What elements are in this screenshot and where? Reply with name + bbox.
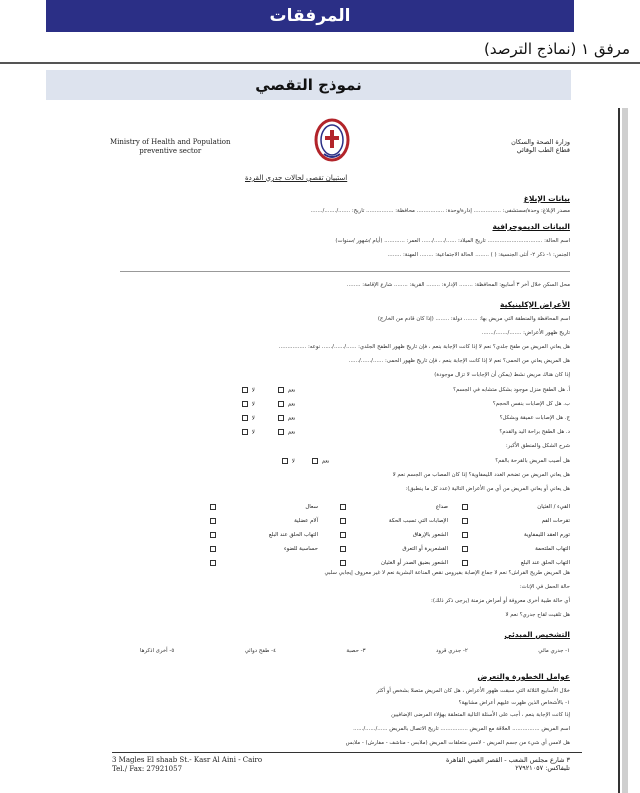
symptom-label: آلام عضلية	[294, 518, 318, 524]
symptom-label: سعال	[305, 504, 318, 510]
row-pregnancy: حالة الحمل في الإناث:	[519, 584, 570, 590]
scanned-form-page	[90, 108, 620, 793]
symptom-checkbox[interactable]	[210, 518, 216, 524]
ministry-header-en	[110, 138, 231, 156]
symptom-label: صداع	[435, 504, 448, 510]
row-name: اسم الحالة: ................................ تاريخ الميلاد: ....../....../...... العمر: ............ (أيام /شهور /سنوات)	[335, 238, 570, 244]
row-gender: الجنس: ١- ذكر ٢- أنثى الجنسية: ( ) ........ الحالة الاجتماعية: ........ المهنة: ........	[387, 252, 570, 258]
symptom-item	[338, 542, 448, 556]
symptom-item	[208, 542, 318, 556]
row-onset: تاريخ ظهور الأعراض: ......./......./.......	[481, 330, 570, 336]
symptom-item	[208, 556, 318, 570]
symptom-label: تقرحات الفم	[541, 518, 570, 524]
footer-divider	[112, 752, 582, 753]
mouth-ulcer-no-checkbox[interactable]	[282, 458, 288, 464]
symptom-checkbox[interactable]	[340, 546, 346, 552]
divider	[120, 271, 570, 272]
lesion-d-yes: نعم	[276, 429, 295, 436]
attachments-banner	[46, 0, 574, 32]
row-lymph-nodes: هل يعاني المريض من تضخم الغدد الليمفاوية؟ إذا كان المصاب من الجسم نعم لا	[392, 472, 570, 478]
ministry-name-ar: وزارة الصحة والسكان	[511, 138, 570, 146]
row-risk-2: ١- بالأشخاص الذين ظهرت عليهم أعراض مشابهة؟	[458, 700, 570, 706]
symptom-checkbox[interactable]	[210, 560, 216, 566]
form-title: استبيان تقصي لحالات جدري القردة	[245, 174, 348, 182]
symptom-checkbox[interactable]	[210, 532, 216, 538]
ministry-header-ar	[511, 138, 570, 155]
symptom-column-1	[338, 500, 448, 570]
symptom-column-3	[460, 500, 570, 570]
diagnosis-drug-rash[interactable]: ٤- طفح دوائي	[244, 648, 276, 654]
symptom-item	[338, 528, 448, 542]
symptom-checkbox[interactable]	[340, 518, 346, 524]
row-risk-4: اسم المريض ................ العلاقة مع المريض ................ تاريخ الاتصال بالمريض ....../....../......	[353, 726, 570, 732]
symptom-item	[460, 542, 570, 556]
symptom-checkbox[interactable]	[462, 518, 468, 524]
lesion-a-yes-checkbox[interactable]	[278, 387, 284, 393]
symptom-label: التهاب الملتحمة	[535, 546, 570, 552]
row-lesion-e: شرح الشكل والمنطق الأكبر:	[505, 443, 570, 449]
symptom-label: الشعور بضيق الصدر أو الغثيان	[380, 560, 448, 566]
lesion-d-yes-checkbox[interactable]	[278, 429, 284, 435]
symptom-item	[208, 500, 318, 514]
row-lesion-question: إذا كان هناك مريض نشط (يمكن أن الإجابات لا تزال موجودة)	[434, 372, 570, 378]
sector-name-ar: قطاع الطب الوقائي	[516, 146, 570, 155]
diagnosis-monkeypox[interactable]: ٢- جدري قرود	[435, 648, 468, 654]
footer-address-en: 3 Magles El shaab St.- Kasr Al Aini - Cairo	[112, 756, 263, 764]
row-lesion-b: ب. هل كل الإصابات بنفس الحجم؟	[492, 401, 570, 407]
sector-name-en: preventive sector	[139, 146, 202, 155]
section-diagnosis: التشخيص المبدئي	[504, 630, 570, 639]
diagnosis-chickenpox[interactable]: ١- جدري مائي	[538, 648, 570, 654]
symptom-label: تورم العقد الليمفاوية	[524, 532, 570, 538]
section-report: بيانات الإبلاغ	[523, 194, 570, 203]
symptom-item	[460, 514, 570, 528]
symptom-item	[338, 556, 448, 570]
diagnosis-other[interactable]: ٥- أخرى اذكرها	[140, 648, 175, 654]
row-address: محل السكن خلال آخر ٣ أسابيع: المحافظة: ........ الإدارة: ........ القرية: ........ شارع الإقامة: ........	[346, 282, 570, 288]
page-edge-shadow	[622, 108, 628, 793]
footer-en	[112, 756, 262, 774]
lesion-c-no-checkbox[interactable]	[242, 415, 248, 421]
symptom-checkbox[interactable]	[210, 504, 216, 510]
row-fever-question: هل المريض يعاني من الحمى؟ نعم لا إذا كانت الإجابة بنعم ، فإن تاريخ ظهور الحمى: ....../....../......	[348, 358, 570, 364]
lesion-c-yes-checkbox[interactable]	[278, 415, 284, 421]
lesion-a-yes: نعم	[276, 387, 295, 394]
lesion-b-no: لا	[240, 401, 255, 408]
lesion-d-no: لا	[240, 429, 255, 436]
symptom-label: التهاب الحلق عند البلع	[268, 532, 318, 538]
symptom-checkbox[interactable]	[340, 560, 346, 566]
row-lesion-c: ج. هل الإصابات عميقة وبشكل؟	[499, 415, 570, 421]
ministry-name-en: Ministry of Health and Population	[110, 138, 231, 146]
symptom-checkbox[interactable]	[210, 546, 216, 552]
row-chronic-conditions: أي حالة طبية أخرى معروفة أو أمراض مزمنة (يرجى ذكر ذلك):	[431, 598, 570, 604]
row-lesion-d: د. هل الطفح براحة اليد والقدم؟	[499, 429, 570, 435]
symptom-column-2	[208, 500, 318, 570]
row-symptoms-question: هل يعاني أو يعاني المريض من أي من الأعراض التالية (عدد كل ما ينطبق):	[405, 486, 570, 492]
row-risk-5: هل لامس أي شيء من جسم المريض - لامس متعلقات المريض (ملابس - مناشف - مفارش) - ملابس	[345, 740, 570, 746]
symptom-label: حساسية للضوء	[284, 546, 318, 552]
banner-title: المرفقات	[269, 6, 351, 26]
symptom-checkbox[interactable]	[340, 532, 346, 538]
footer-tel-en: Tel./ Fax: 27921057	[112, 765, 183, 774]
symptom-item	[208, 528, 318, 542]
diagnosis-measles[interactable]: ٣- حصبة	[346, 648, 366, 654]
row-rash-question: هل يعاني المريض من طفح جلدي؟ نعم لا إذا كانت الإجابة بنعم ، فإن تاريخ ظهور الطفح الجلدي: ....../....../...... نوعه: ................	[278, 344, 570, 350]
model-title-box	[46, 70, 571, 100]
symptom-item	[460, 500, 570, 514]
row-risk-1: خلال الأسابيع الثلاثة التي سبقت ظهور الأعراض ، هل كان المريض متصلا بشخص أو أكثر	[376, 688, 570, 694]
symptom-item	[460, 556, 570, 570]
section-risk: عوامل الخطورة والتعرض	[477, 672, 570, 681]
symptom-label: التهاب الحلق عند البلع	[520, 560, 570, 566]
lesion-b-yes: نعم	[276, 401, 295, 408]
section-clinical: الأعراض الإكلينيكية	[500, 300, 570, 309]
mouth-ulcer-yes-checkbox[interactable]	[312, 458, 318, 464]
symptom-checkbox[interactable]	[462, 532, 468, 538]
row-smallpox-vaccine: هل تلقيت لقاح جدري؟ نعم لا	[505, 612, 570, 618]
row-arrival: اسم المحافظة والمنطقة التي مريض بها: ........ دولة: ........ (إذا كان قادم من الخارج)	[377, 316, 570, 322]
symptom-label: القيء / الغثيان	[537, 504, 570, 510]
lesion-b-yes-checkbox[interactable]	[278, 401, 284, 407]
annex-divider	[0, 62, 640, 64]
row-lesion-a: أ. هل الطفح منزل موجود بشكل متشابه في الجسم؟	[453, 387, 570, 393]
ministry-logo-icon	[314, 118, 350, 162]
annex-heading: مرفق ١ (نماذج الترصد)	[484, 40, 630, 58]
symptom-label: الإصابات التي تسبب الحكة	[388, 518, 448, 524]
symptom-label: الشعور بالإرهاق	[412, 532, 448, 538]
footer-address-ar: ٣ شارع مجلس الشعب - القصر العيني القاهرة	[445, 756, 570, 764]
symptom-item	[208, 514, 318, 528]
model-title: نموذج التقصي	[255, 76, 362, 94]
row-risk-3: إذا كانت الإجابة بنعم ، أجب على الأسئلة التالية المتعلقة بهؤلاء المرضى الإضافيين	[391, 712, 570, 718]
mouth-ulcer-no: لا	[280, 458, 295, 465]
lesion-a-no-checkbox[interactable]	[242, 387, 248, 393]
symptom-checkbox[interactable]	[462, 560, 468, 566]
section-demographic: البيانات الديموجرافية	[492, 222, 570, 231]
lesion-c-yes: نعم	[276, 415, 295, 422]
symptom-item	[338, 514, 448, 528]
symptom-checkbox[interactable]	[462, 504, 468, 510]
footer-ar	[446, 756, 570, 773]
diagnosis-options	[140, 648, 570, 654]
symptom-label: القشعريرة أو التعرق	[402, 546, 448, 552]
symptom-item	[338, 500, 448, 514]
lesion-c-no: لا	[240, 415, 255, 422]
footer-tel-ar: تليفاكس: ٢٧٩٢١٠٥٧	[515, 764, 570, 773]
symptom-checkbox[interactable]	[340, 504, 346, 510]
symptom-item	[460, 528, 570, 542]
mouth-ulcer-yes: نعم	[310, 458, 329, 465]
row-mouth-ulcer: هل أصيب المريض بالقرحة بالفم؟	[495, 458, 570, 464]
row-report-source: مصدر الإبلاغ: وحدة/مستشفى: ................ إدارة/وحدة: ................ محافظة: ................ تاريخ: ......./......./.......	[310, 208, 570, 214]
lesion-b-no-checkbox[interactable]	[242, 401, 248, 407]
lesion-d-no-checkbox[interactable]	[242, 429, 248, 435]
lesion-a-no: لا	[240, 387, 255, 394]
row-bedridden-hiv: هل المريض طريح الفراش؟ نعم لا جماع الإصابة بفيروس نقص المناعة البشرية نعم لا غير معروف إيجابي سلبي	[324, 570, 570, 576]
symptom-checkbox[interactable]	[462, 546, 468, 552]
